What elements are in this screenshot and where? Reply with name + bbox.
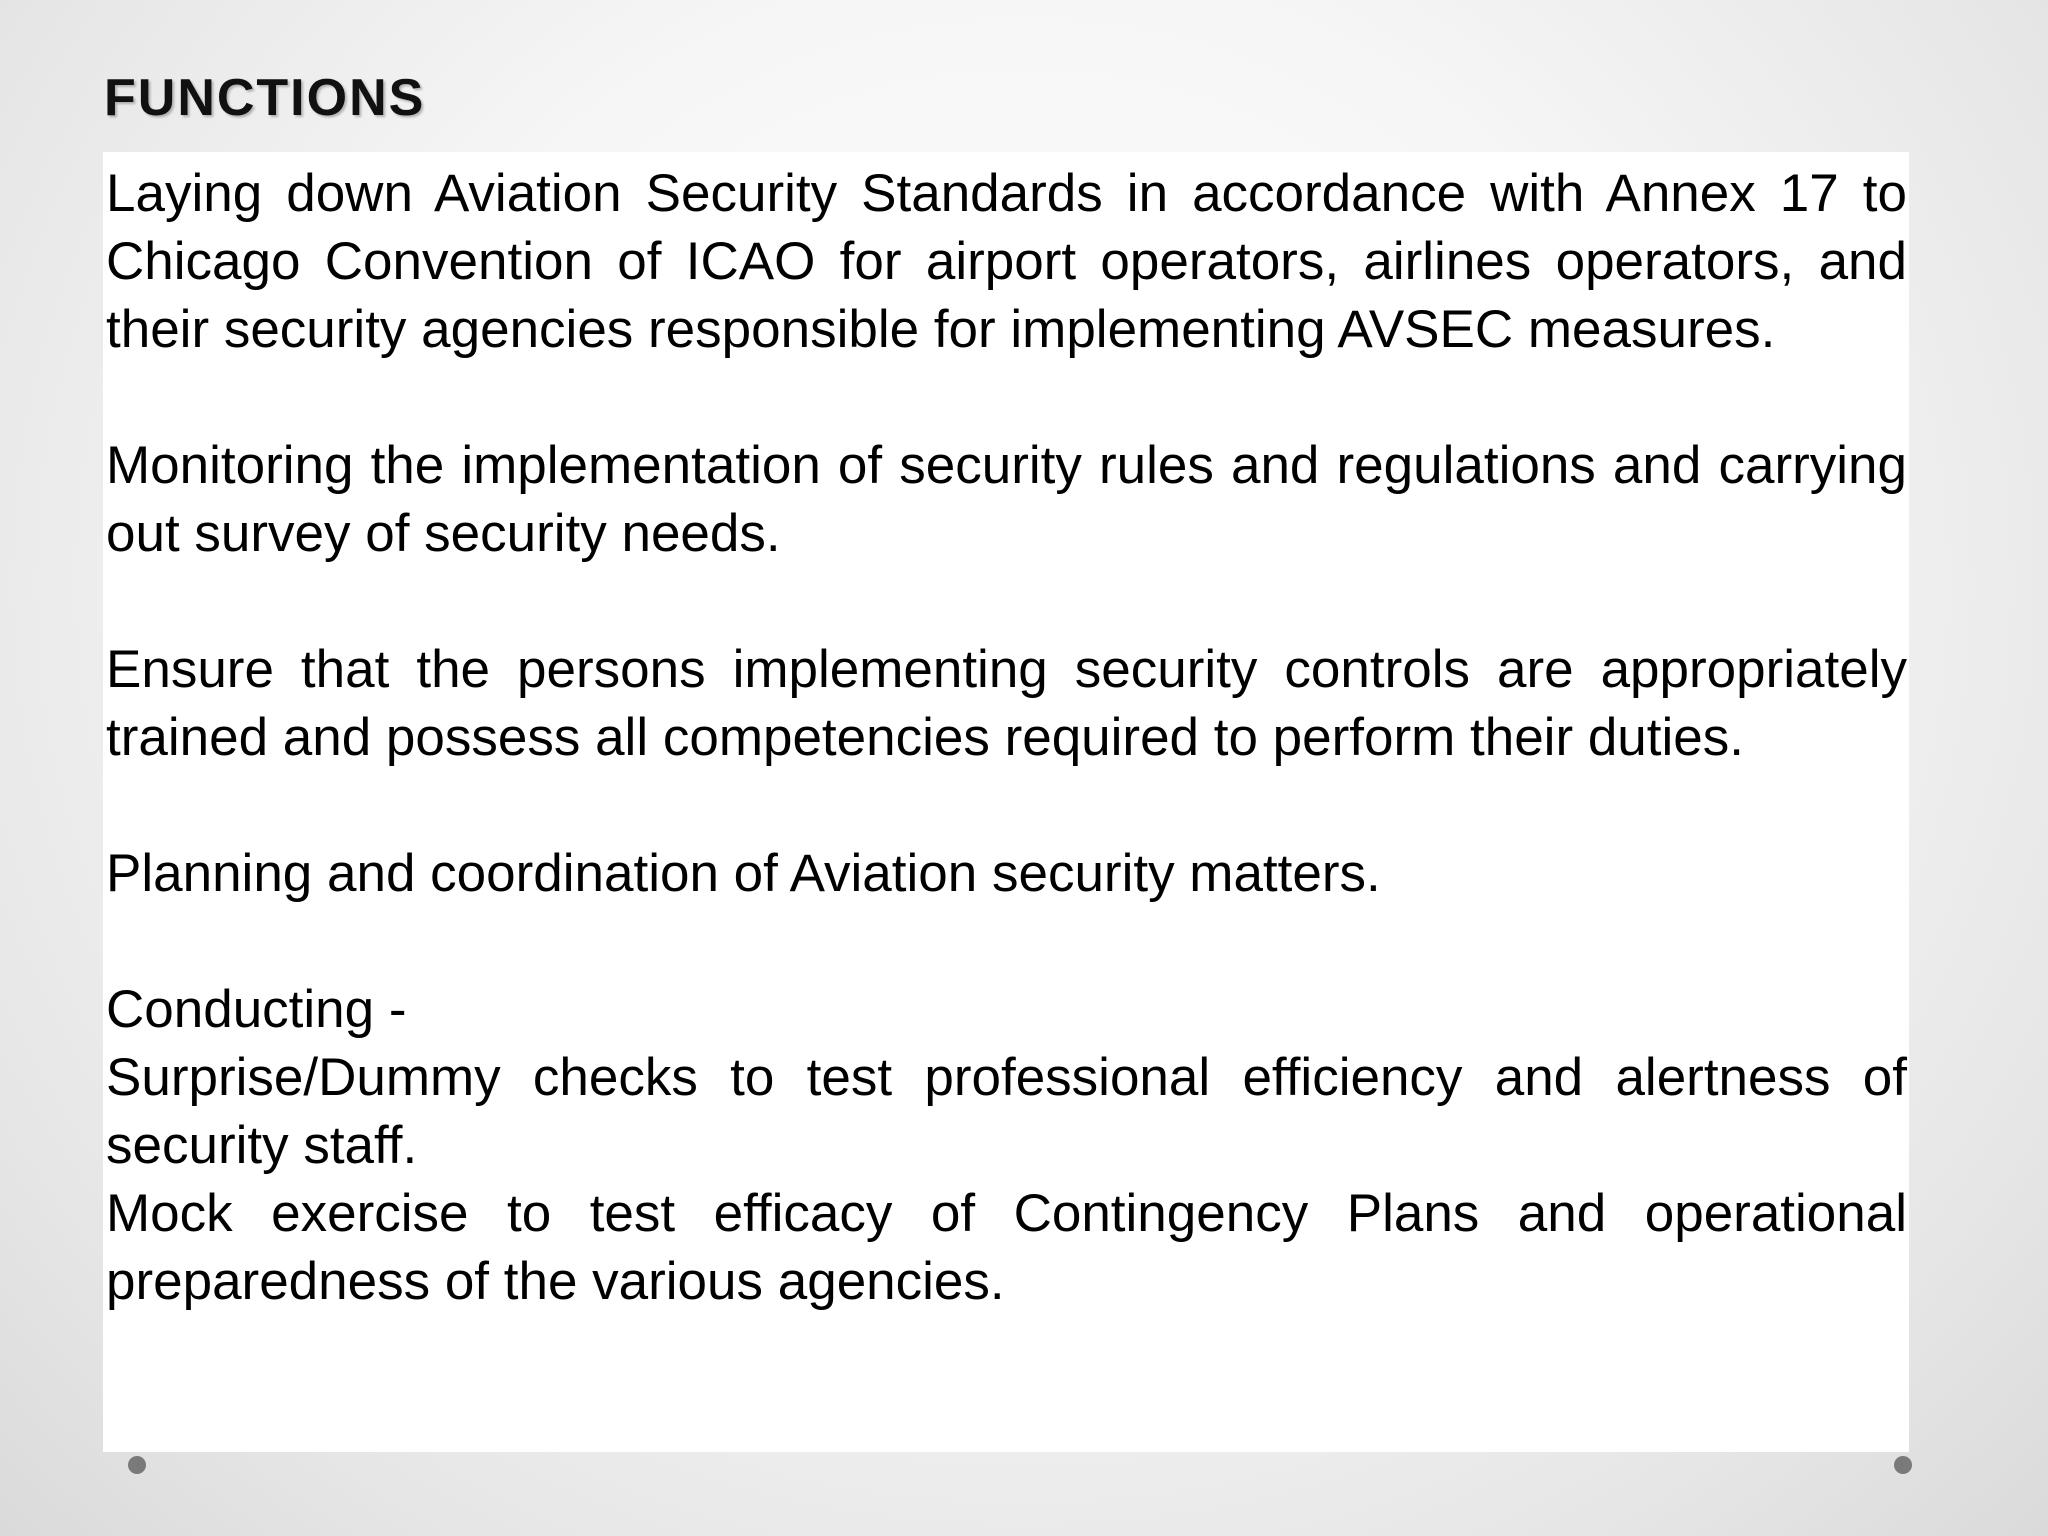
slide-title: FUNCTIONS (104, 69, 426, 127)
decorative-dot-left (128, 1456, 146, 1474)
decorative-dot-right (1894, 1456, 1912, 1474)
paragraph-training: Ensure that the persons implementing security controls are appropriately trained and possess all competencies required to perform their duties. (106, 640, 1907, 767)
paragraph-monitoring: Monitoring the implementation of security rules and regulations and carrying out survey of security needs. (106, 436, 1907, 563)
conducting-item-surprise-checks: Surprise/Dummy checks to test professional efficiency and alertness of security staff. (106, 1048, 1907, 1175)
paragraph-avsec-standards: Laying down Aviation Security Standards in accordance with Annex 17 to Chicago Convention of ICAO for airport operators, airlines operators, and their security agencies responsible for implementing AVSEC measures. (106, 164, 1907, 359)
conducting-item-mock-exercise: Mock exercise to test efficacy of Contingency Plans and operational preparedness of the various agencies. (106, 1184, 1907, 1311)
conducting-heading: Conducting - (106, 980, 407, 1039)
paragraph-planning: Planning and coordination of Aviation security matters. (106, 844, 1381, 903)
functions-text-box (103, 152, 1909, 1452)
